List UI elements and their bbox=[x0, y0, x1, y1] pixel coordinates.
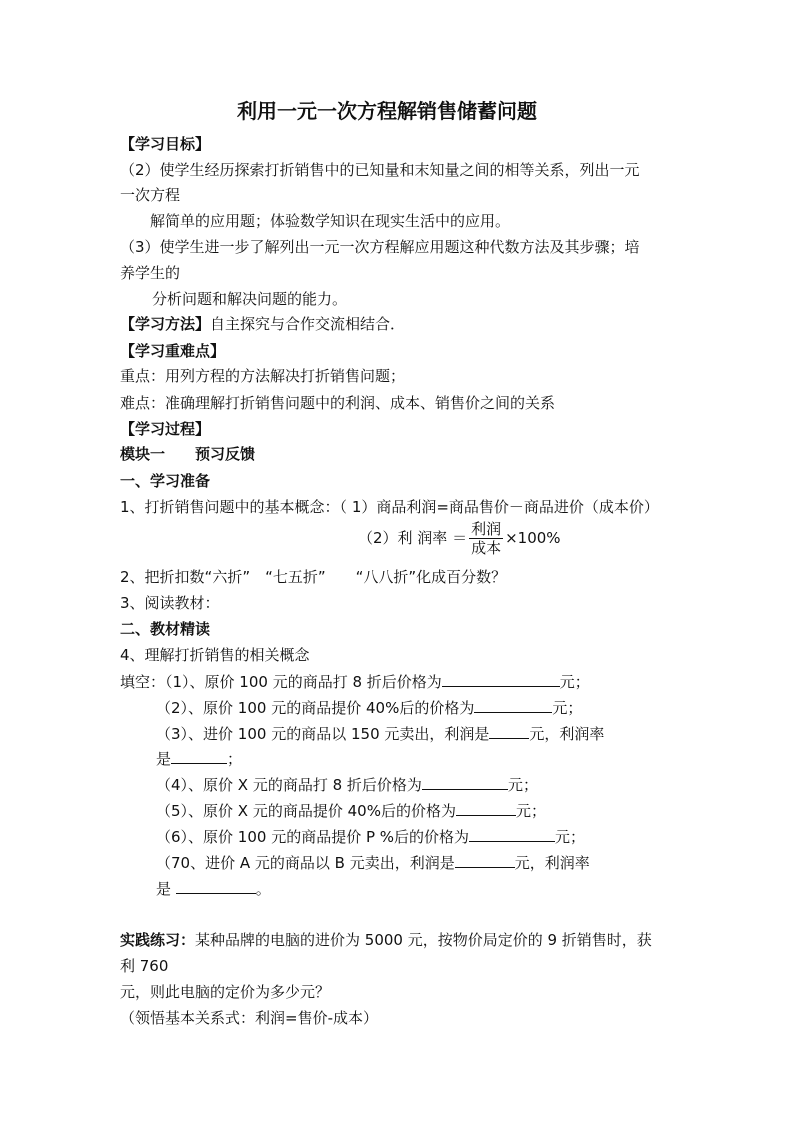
question-text: （70、进价 A 元的商品以 B 元卖出，利润是 bbox=[156, 854, 455, 872]
concept-line: 1、打折销售问题中的基本概念：（ 1）商品利润=商品售价－商品进价（成本价） bbox=[120, 498, 659, 516]
question-text: 元； bbox=[552, 699, 583, 717]
goal-line: 分析问题和解决问题的能力。 bbox=[152, 290, 348, 308]
method-line bbox=[120, 314, 405, 334]
question-text: 是 bbox=[156, 750, 172, 768]
question-text: 是 bbox=[156, 880, 172, 898]
answer-blank[interactable] bbox=[474, 697, 552, 713]
fill-question-3-cont bbox=[156, 748, 242, 769]
keypoint-focus: 重点：用列方程的方法解决打折销售问题； bbox=[120, 367, 406, 385]
question-text: ； bbox=[227, 750, 243, 768]
goal-line: 解简单的应用题；体验数学知识在现实生活中的应用。 bbox=[150, 212, 511, 230]
reading-line: 3、阅读教材： bbox=[120, 594, 220, 612]
answer-blank[interactable] bbox=[456, 800, 516, 816]
goal-line: 一次方程 bbox=[120, 186, 181, 204]
question-text: 元，利润率 bbox=[514, 854, 590, 872]
question-text: 元； bbox=[507, 776, 538, 794]
practice-text: 某种品牌的电脑的进价为 5000 元，按物价局定价的 9 折销售时，获 bbox=[195, 931, 652, 949]
question-text: （4）、原价 X 元的商品打 8 折后价格为 bbox=[156, 776, 422, 794]
profit-rate-formula bbox=[358, 518, 561, 558]
fill-question-1 bbox=[120, 671, 590, 692]
process-heading: 【学习过程】 bbox=[120, 420, 211, 438]
section-heading: 二、教材精读 bbox=[120, 620, 211, 638]
module-heading: 模块一 预习反馈 bbox=[120, 445, 256, 463]
answer-blank[interactable] bbox=[455, 852, 515, 868]
practice-line bbox=[120, 930, 652, 950]
formula-fraction bbox=[469, 520, 503, 557]
page-title: 利用一元一次方程解销售储蓄问题 bbox=[237, 99, 537, 123]
answer-blank[interactable] bbox=[171, 748, 227, 764]
goal-line: （3）使学生进一步了解列出一元一次方程解应用题这种代数方法及其步骤；培 bbox=[120, 238, 640, 256]
formula-suffix: ×100% bbox=[505, 529, 561, 547]
fill-question-7-cont bbox=[156, 878, 271, 899]
goal-line: 养学生的 bbox=[120, 264, 181, 282]
practice-label: 实践练习： bbox=[120, 931, 196, 949]
answer-blank[interactable] bbox=[176, 878, 256, 894]
fraction-numerator: 利润 bbox=[471, 520, 502, 538]
practice-hint: （领悟基本关系式：利润=售价-成本） bbox=[120, 1009, 378, 1027]
answer-blank[interactable] bbox=[469, 826, 555, 842]
question-text: 元，利润率 bbox=[529, 725, 605, 743]
practice-line: 元，则此电脑的定价为多少元？ bbox=[120, 983, 331, 1001]
method-heading: 【学习方法】 bbox=[120, 315, 211, 333]
fraction-denominator: 成本 bbox=[471, 539, 502, 557]
question-text: 填空：（1）、原价 100 元的商品打 8 折后价格为 bbox=[120, 673, 442, 691]
question-text: 。 bbox=[255, 880, 271, 898]
practice-line: 利 760 bbox=[120, 957, 169, 975]
keypoint-difficulty: 难点：准确理解打折销售问题中的利润、成本、销售价之间的关系 bbox=[120, 394, 556, 412]
fill-question-4 bbox=[156, 774, 538, 795]
question-text: （2）、原价 100 元的商品提价 40%后的价格为 bbox=[156, 699, 475, 717]
fill-question-2 bbox=[156, 697, 582, 718]
question-text: 元； bbox=[555, 828, 586, 846]
question-text: 元； bbox=[559, 673, 590, 691]
fill-question-7 bbox=[156, 852, 590, 873]
question-text: （6）、原价 100 元的商品提价 P %后的价格为 bbox=[156, 828, 470, 846]
concept-line: 4、理解打折销售的相关概念 bbox=[120, 646, 310, 664]
answer-blank[interactable] bbox=[422, 774, 508, 790]
answer-blank[interactable] bbox=[442, 671, 560, 687]
section-heading: 一、学习准备 bbox=[120, 472, 211, 490]
discount-question: 2、把折扣数“六折” “七五折” “八八折”化成百分数？ bbox=[120, 568, 507, 586]
formula-prefix: （2）利 润率 ＝ bbox=[358, 529, 468, 547]
answer-blank[interactable] bbox=[489, 723, 529, 739]
fill-question-6 bbox=[156, 826, 585, 847]
goals-heading: 【学习目标】 bbox=[120, 135, 211, 153]
question-text: 元； bbox=[515, 802, 546, 820]
method-text: 自主探究与合作交流相结合． bbox=[210, 315, 406, 333]
fill-question-5 bbox=[156, 800, 546, 821]
fill-question-3 bbox=[156, 723, 604, 744]
question-text: （5）、原价 X 元的商品提价 40%后的价格为 bbox=[156, 802, 456, 820]
goal-line: （2）使学生经历探索打折销售中的已知量和末知量之间的相等关系，列出一元 bbox=[120, 161, 640, 179]
keypoints-heading: 【学习重难点】 bbox=[120, 342, 226, 360]
question-text: （3）、进价 100 元的商品以 150 元卖出，利润是 bbox=[156, 725, 490, 743]
